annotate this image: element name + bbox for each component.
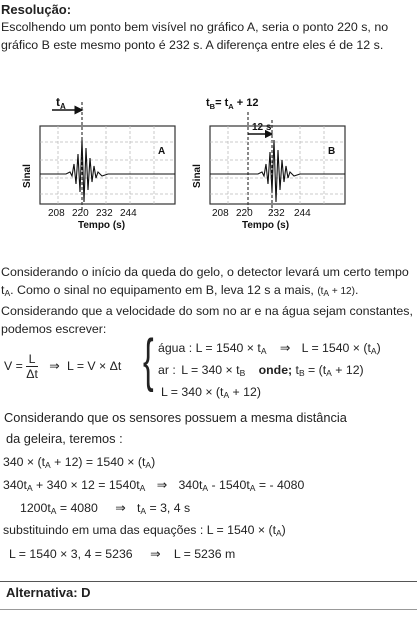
step-3: $1200t_A = 4080$ ⇒ $t_A = 3$, 4 s	[20, 501, 191, 516]
graph-b-box-label: B	[328, 146, 336, 157]
graph-b-ticks	[212, 208, 311, 219]
graph-b-tick-208: 208	[212, 208, 229, 219]
answer: Alternativa: D	[6, 585, 91, 600]
cases-brace: {	[143, 328, 154, 393]
graph-a-grid	[40, 126, 175, 204]
graph-a-tick-244: 244	[120, 208, 137, 219]
graph-b-interval-label: 12 s	[252, 122, 272, 133]
heading: Resolução:	[1, 2, 72, 17]
graph-a-top-label-sub: A	[60, 102, 66, 111]
graph-b-y-label: Sinal	[192, 164, 203, 188]
conclusion-line-2: da geleira, teremos :	[6, 431, 123, 446]
divider-top	[0, 581, 417, 582]
svg-text:tB= tA + 12: $t_B= t_A + 12$	[206, 97, 259, 111]
graph-a-tick-208: 208	[48, 208, 65, 219]
graph-b-tick-220: 220	[236, 208, 253, 219]
eq-case-air: ar : $L = 340 \times t_B$ onde; $t_B = (t_A + 12)$	[158, 363, 364, 378]
eq-velocity: V = $\frac{L}{\Delta t}$ ⇒ L = V × Δt	[4, 352, 122, 381]
graph-a-box-label: A	[158, 146, 166, 157]
graph-b-tick-244: 244	[294, 208, 311, 219]
divider-bottom	[0, 609, 417, 610]
step-2: $340t_A + 340 \times 12 = 1540t_A$ ⇒ $340t_A - 1540t_A$ = - 4080	[3, 478, 305, 493]
graph-a-signal	[40, 140, 175, 202]
eq-case-water: água : $L = 1540 \times t_A$ ⇒ $L = 1540 \times (t_A)$	[158, 341, 381, 356]
graph-a-tick-220: 220	[72, 208, 89, 219]
graph-a-top-label: t	[56, 95, 60, 109]
intro-paragraph: Escolhendo um ponto bem visível no gráfico A, seria o ponto 220 s, no gráfico B este mesmo ponto é 232 s. A diferença entre eles é de 12 s.	[1, 20, 389, 52]
graph-a-x-label: Tempo (s)	[78, 220, 126, 231]
graph-b-tick-232: 232	[268, 208, 285, 219]
paragraph-2: Considerando o início da queda do gelo, o detector levará um certo tempo $t_A$. Como o sinal no equipamento em B, leva 12 s a mais, $(t_A + 12)$. Considerando que a velocidade do som no ar e na água sejam constantes, podemos escrever:	[1, 265, 413, 336]
graph-b-x-label: Tempo (s)	[242, 220, 290, 231]
graph-a-frame	[40, 126, 175, 204]
step-5: L = 1540 × 3, 4 = 5236 ⇒ L = 5236 m	[9, 547, 236, 561]
graph-b-signal	[210, 140, 345, 202]
graph-a-y-label: Sinal	[22, 164, 33, 188]
step-1: $340 \times (t_A + 12) = 1540 \times (t_A)$	[3, 455, 156, 470]
conclusion-line-1: Considerando que os sensores possuem a mesma distância	[4, 410, 347, 425]
graph-a-ticks	[48, 208, 137, 219]
eq-case-l: $L = 340 \times (t_A + 12)$	[161, 385, 261, 400]
graph-a	[20, 92, 190, 247]
svg-text:tA	[56, 95, 66, 111]
graph-a-tick-232: 232	[96, 208, 113, 219]
step-4: substituindo em uma das equações : $L = 1540 \times (t_A)$	[3, 523, 286, 538]
graph-b	[190, 92, 360, 247]
